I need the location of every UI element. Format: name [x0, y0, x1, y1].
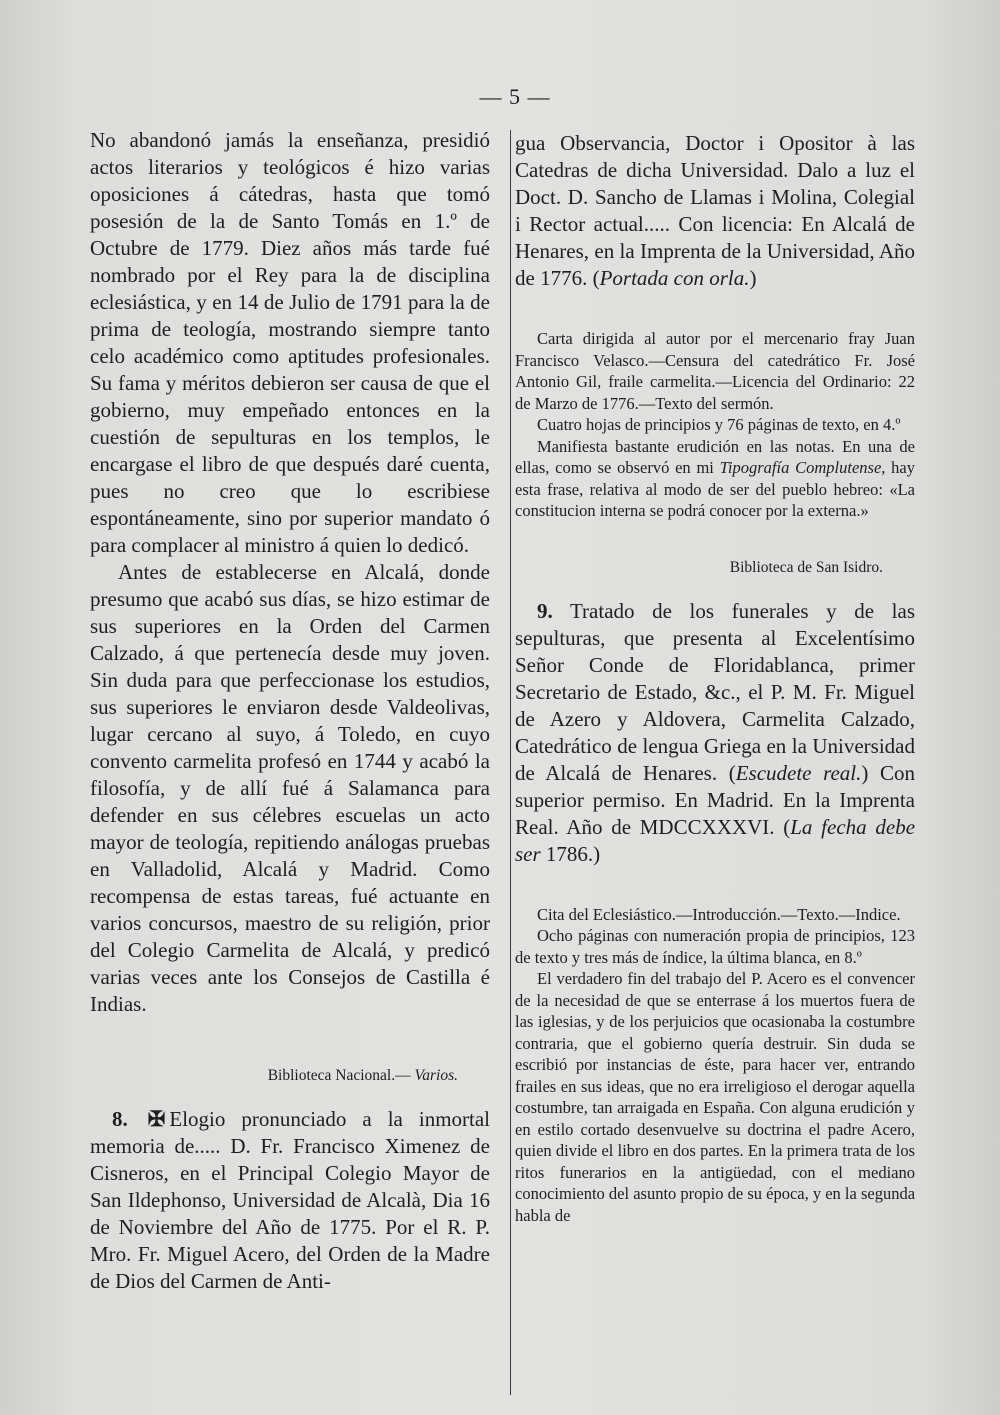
entry-9-imprint: ) Con superior permiso. En Madrid. En la Imprenta Real. Año de MDCCXXXVI. (: [515, 760, 915, 839]
entry-9-date-note: La fecha debe ser: [515, 814, 916, 866]
paragraph-biography-2: Antes de establecerse en Alcalá, donde presumo que acabó sus días, se hizo estimar de sus superiores en la Orden del Carmen Calzado, á que pertenecía desde muy joven. Sin duda para que perfeccionase los estudios, sus superiores le enviaron desde Valdeolivas, lugar cercano al suyo, á Toledo, en cuyo convento carmelita profesó en 1744 y acabó la filosofía, y de allí fué á Salamanca para defender en sus célebres escuelas un acto mayor de teología, repitiendo análogas pruebas en Valladolid, Alcalá y Madrid. Como recompensa de estas tareas, fué actuante en varios concursos, maestro de su religión, prior del Colegio Carmelita de Alcalá, y predicó varias veces ante los Consejos de Castilla é Indias.: [90, 560, 490, 1016]
entry-9-format: Ocho páginas con numeración propia de principios, 123 de texto y tres más de índice, la última blanca, en 8.º: [515, 926, 915, 967]
right-column: [515, 130, 915, 1226]
entry-8-title-continued: [515, 130, 915, 292]
entry-9-commentary: El verdadero fin del trabajo del P. Acero es el convencer de la necesidad de que se enterrase á los muertos fuera de las iglesias, y de los perjuicios que ocasionaba la costumbre contraria, que el gobierno quería destruir. Sin duda se escribió por instancias de éste, para hacer ver, entrando frailes en sus ideas, que no era irreligioso el derogar aquella costumbre, tan arraigada en España. Con alguna erudición y en estilo cortado desenvuelve su doctrina el padre Acero, quien divide el libro en dos partes. En la primera trata de los ritos funerarios en la antigüedad, con el mediano conocimiento del asunto propio de su época, y en la segunda habla de: [515, 969, 916, 1225]
paren-close: ): [749, 266, 757, 290]
entry-8-imprint: gua Observancia, Doctor i Opositor à las Catedras de dicha Universidad. Dalo a luz el Doct. D. Sancho de Llamas i Molina, Colegial i Rector actual..... Con licencia: En Alcalá de Henares, en la Imprenta de la Universidad, Año de 1776.: [515, 131, 915, 290]
entry-9-title: Tratado de los funerales y de las sepulturas, que presenta al Excelentísimo Señor Conde de Floridablanca, primer Secretario de Estado, &c., el P. M. Fr. Miguel de Azero y Aldovera, Carmelita Calzado, Catedrático de lengua Griega en la Universidad de Alcalá de Henares. (: [515, 598, 915, 785]
source-note-nacional: [90, 1066, 458, 1086]
entry-8-format: Cuatro hojas de principios y 76 páginas de texto, en 4.º: [537, 415, 901, 434]
entry-8-title: Elogio pronunciado a la inmortal memoria de..... D. Fr. Francisco Ximenez de Cisneros, en el Principal Colegio Mayor de San Ildephonso, Universidad de Alcalà, Dia 16 de Noviembre del Año de 1775. Por el R. P. Mro. Fr. Miguel Acero, del Orden de la Madre de Dios del Carmen de Anti-: [90, 1107, 491, 1293]
commentary-title: Tipografía Complutense: [719, 458, 882, 477]
column-divider: [510, 130, 511, 1395]
source-shelf: Varios.: [414, 1067, 458, 1084]
page-number: — 5 —: [479, 84, 551, 109]
commentary-part-2: , hay esta frase, relativa al modo de ser del pueblo hebreo: «La constitucion interna se podrá conocer por la externa.»: [515, 458, 915, 520]
entry-number: 8.: [112, 1107, 128, 1131]
cross-icon: ✠: [147, 1107, 166, 1131]
entry-9-date: 1786.): [540, 841, 601, 866]
entry-8-heading: [90, 1106, 490, 1295]
entry-number: 9.: [537, 598, 553, 623]
entry-8-cover-note: Portada con orla.: [599, 266, 750, 290]
entry-9-shield-note: Escudete real.: [735, 760, 862, 785]
entry-8-description: Carta dirigida al autor por el mercenario fray Juan Francisco Velasco.—Censura del catedrático Fr. José Antonio Gil, fraile carmelita.—Licencia del Ordinario: 22 de Marzo de 1776.—Texto del sermón.: [515, 329, 915, 413]
left-column: [90, 127, 490, 1295]
entry-9-heading: [515, 598, 915, 868]
source-note-san-isidro: Biblioteca de San Isidro.: [729, 558, 883, 576]
source-library: Biblioteca Nacional.—: [267, 1067, 415, 1084]
commentary-part-1: Manifiesta bastante erudición en las notas. En una de ellas, como se observó en mi: [515, 436, 915, 477]
paragraph-biography-1: No abandonó jamás la enseñanza, presidió actos literarios y teológicos é hizo varias oposiciones á cátedras, hasta que tomó posesión de la de Santo Tomás en 1.º de Octubre de 1779. Diez años más tarde fué nombrado por el Rey para la de disciplina eclesiástica, y en 14 de Julio de 1791 para la de prima de teología, mostrando siempre tanto celo académico como aptitudes profesionales. Su fama y méritos debieron ser causa de que el gobierno, muy empeñado entonces en la cuestión de sepulturas en los templos, le encargase el libro de que después daré cuenta, pues no creo que lo escribiese espontáneamente, sino por superior mandato ó para complacer al ministro á quien lo dedicó.: [90, 128, 490, 557]
entry-9-description: Cita del Eclesiástico.—Introducción.—Texto.—Indice.: [537, 904, 901, 924]
paren-open: (: [587, 266, 600, 290]
entry-8-commentary: [515, 436, 915, 522]
